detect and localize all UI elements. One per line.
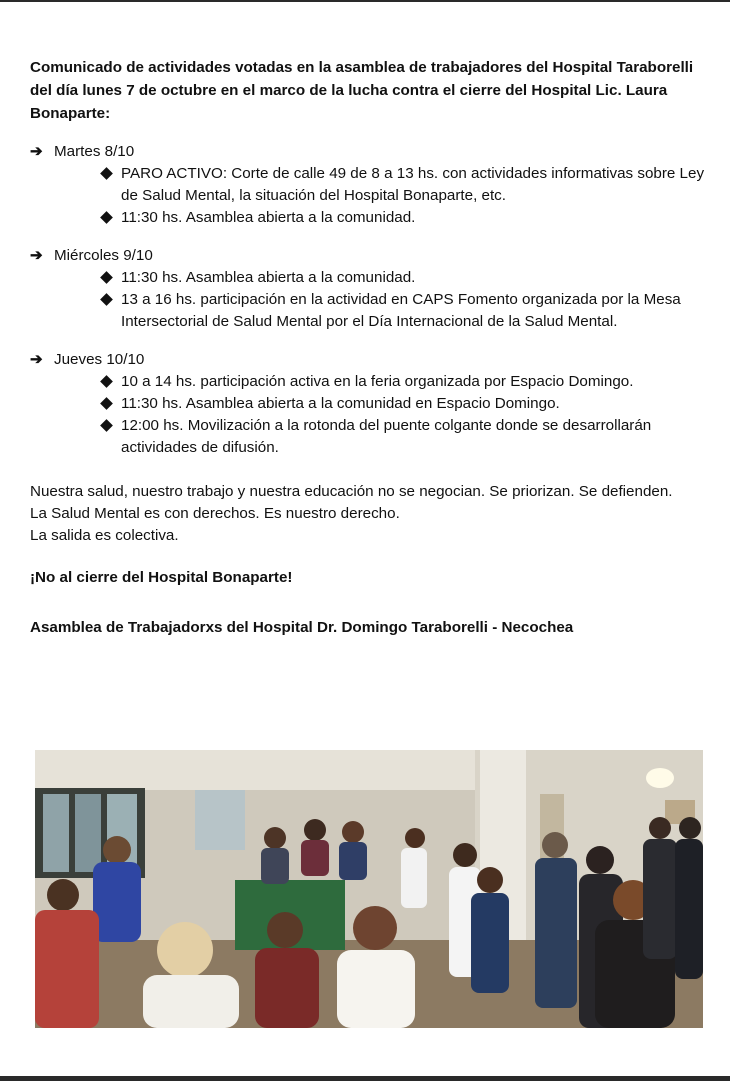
diamond-bullet-icon: [100, 375, 113, 388]
closing-line: Nuestra salud, nuestro trabajo y nuestra educación no se negocian. Se priorizan. Se defienden.: [30, 483, 673, 500]
diamond-bullet-icon: [100, 211, 113, 224]
list-item: 11:30 hs. Asamblea abierta a la comunidad.: [30, 267, 710, 289]
diamond-bullet-icon: [100, 397, 113, 410]
diamond-bullet-icon: [100, 167, 113, 180]
bottom-border: [0, 1076, 730, 1081]
diamond-bullet-icon: [100, 271, 113, 284]
photo-illustration: [35, 750, 703, 1028]
closing-line: La Salud Mental es con derechos. Es nuestro derecho.: [30, 505, 400, 522]
list-item: 11:30 hs. Asamblea abierta a la comunidad en Espacio Domingo.: [30, 393, 710, 415]
day-block-wednesday: [30, 245, 710, 333]
diamond-bullet-icon: [100, 293, 113, 306]
day-block-tuesday: [30, 141, 710, 229]
closing-line: La salida es colectiva.: [30, 527, 179, 544]
day-label: Martes 8/10: [54, 143, 135, 160]
list-item: 10 a 14 hs. participación activa en la feria organizada por Espacio Domingo.: [30, 371, 710, 393]
document-body: [30, 56, 710, 639]
group-meeting-photo: [35, 750, 703, 1028]
arrow-icon: ➔: [30, 143, 43, 160]
day-label: Jueves 10/10: [54, 351, 145, 368]
list-item: 12:00 hs. Movilización a la rotonda del puente colgante donde se desarrollarán actividades de difusión.: [30, 415, 710, 459]
closing-paragraph: [30, 481, 710, 547]
list-item: 11:30 hs. Asamblea abierta a la comunidad.: [30, 207, 710, 229]
diamond-bullet-icon: [100, 419, 113, 432]
arrow-icon: ➔: [30, 351, 43, 368]
list-item: 13 a 16 hs. participación en la actividad en CAPS Fomento organizada por la Mesa Intersectorial de Salud Mental por el Día Internacional de la Salud Mental.: [30, 289, 710, 333]
slogan: ¡No al cierre del Hospital Bonaparte!: [30, 569, 293, 586]
signature: Asamblea de Trabajadorxs del Hospital Dr. Domingo Taraborelli - Necochea: [30, 619, 574, 636]
document-heading: Comunicado de actividades votadas en la asamblea de trabajadores del Hospital Taraborelli del día lunes 7 de octubre en el marco de la lucha contra el cierre del Hospital Lic. Laura Bonaparte:: [30, 59, 694, 122]
top-border: [0, 0, 730, 2]
list-item: PARO ACTIVO: Corte de calle 49 de 8 a 13 hs. con actividades informativas sobre Ley de Salud Mental, la situación del Hospital Bonaparte, etc.: [30, 163, 710, 207]
arrow-icon: ➔: [30, 247, 43, 264]
day-block-thursday: [30, 349, 710, 459]
day-label: Miércoles 9/10: [54, 247, 153, 264]
